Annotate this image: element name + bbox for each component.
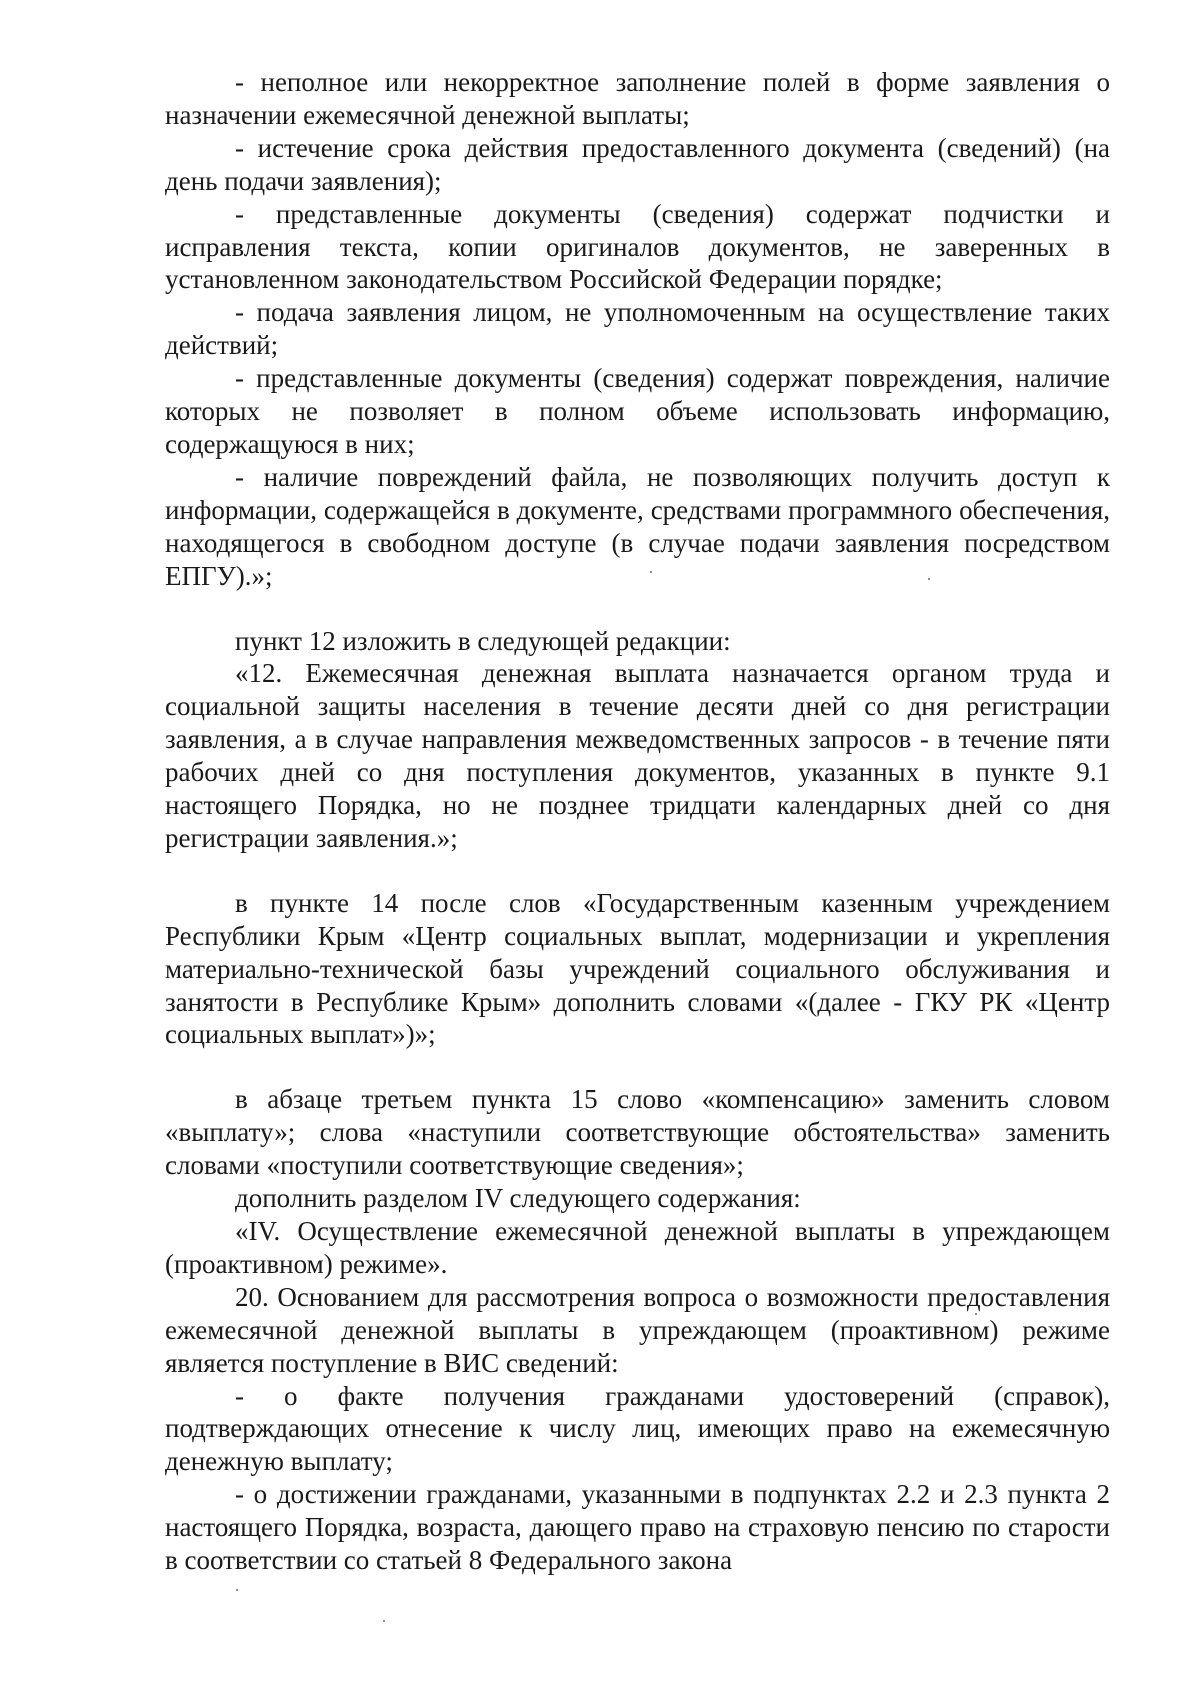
paragraph-erasures-corrections: - представленные документы (сведения) содержат подчистки и исправления текста, копии оригиналов документов, не заверенных в установленном законодательством Российской Федерации порядке;: [165, 198, 1110, 295]
scan-speck: [236, 1589, 238, 1591]
paragraph-certificates: - о факте получения гражданами удостоверений (справок), подтверждающих отнесение к числу лиц, имеющих право на ежемесячную денежную выплату;: [165, 1380, 1110, 1477]
paragraph-section-iv-title: «IV. Осуществление ежемесячной денежной выплаты в упреждающем (проактивном) режиме».: [165, 1216, 1110, 1279]
paragraph-damaged-file: - наличие повреждений файла, не позволяющих получить доступ к информации, содержащейся в документе, средствами программного обеспечения, находящегося в свободном доступе (в случае подачи заявления посредством ЕПГУ).»;: [165, 461, 1110, 591]
scan-speck: [383, 1620, 385, 1622]
scan-speck: [928, 578, 930, 580]
paragraph-clause-14: в пункте 14 после слов «Государственным казенным учреждением Республики Крым «Центр социальных выплат, модернизации и укрепления материально-технической базы учреждений социального обслуживания и занятости в Республике Крым» дополнить словами «(далее - ГКУ РК «Центр социальных выплат»)»;: [165, 887, 1110, 1050]
scan-speck: [650, 571, 652, 573]
paragraph-damaged-documents: - представленные документы (сведения) содержат повреждения, наличие которых не позволяет в полном объеме использовать информацию, содержащуюся в них;: [165, 363, 1110, 459]
paragraph-clause-12-intro: пункт 12 изложить в следующей редакции:: [235, 625, 731, 656]
paragraph-age-pension: - о достижении гражданами, указанными в подпунктах 2.2 и 2.3 пункта 2 настоящего Порядка, возраста, дающего право на страховую пенсию по старости в соответствии со статьей 8 Федерального закона: [165, 1479, 1110, 1576]
paragraph-unauthorized-person: - подача заявления лицом, не уполномоченным на осуществление таких действий;: [165, 297, 1110, 361]
paragraph-clause-12-text: «12. Ежемесячная денежная выплата назначается органом труда и социальной защиты населения в течение десяти дней со дня регистрации заявления, а в случае направления межведомственных запросов - в течение пяти рабочих дней со дня поступления документов, указанных в пункте 9.1 настоящего Порядка, но не позднее тридцати календарных дней со дня регистрации заявления.»;: [165, 658, 1110, 853]
document-body: [165, 66, 1110, 1577]
paragraph-expired-document: - истечение срока действия предоставленного документа (сведений) (на день подачи заявления);: [165, 132, 1110, 196]
paragraph-clause-20: 20. Основанием для рассмотрения вопроса о возможности предоставления ежемесячной денежной выплаты в упреждающем (проактивном) режиме является поступление в ВИС сведений:: [165, 1281, 1110, 1378]
paragraph-section-iv-intro: дополнить разделом IV следующего содержания:: [235, 1183, 801, 1214]
scan-speck: [975, 1313, 977, 1315]
paragraph-clause-15: в абзаце третьем пункта 15 слово «компенсацию» заменить словом «выплату»; слова «наступили соответствующие обстоятельства» заменить словами «поступили соответствующие сведения»;: [165, 1084, 1110, 1181]
paragraph-incomplete-form: - неполное или некорректное заполнение полей в форме заявления о назначении ежемесячной денежной выплаты;: [165, 67, 1110, 130]
